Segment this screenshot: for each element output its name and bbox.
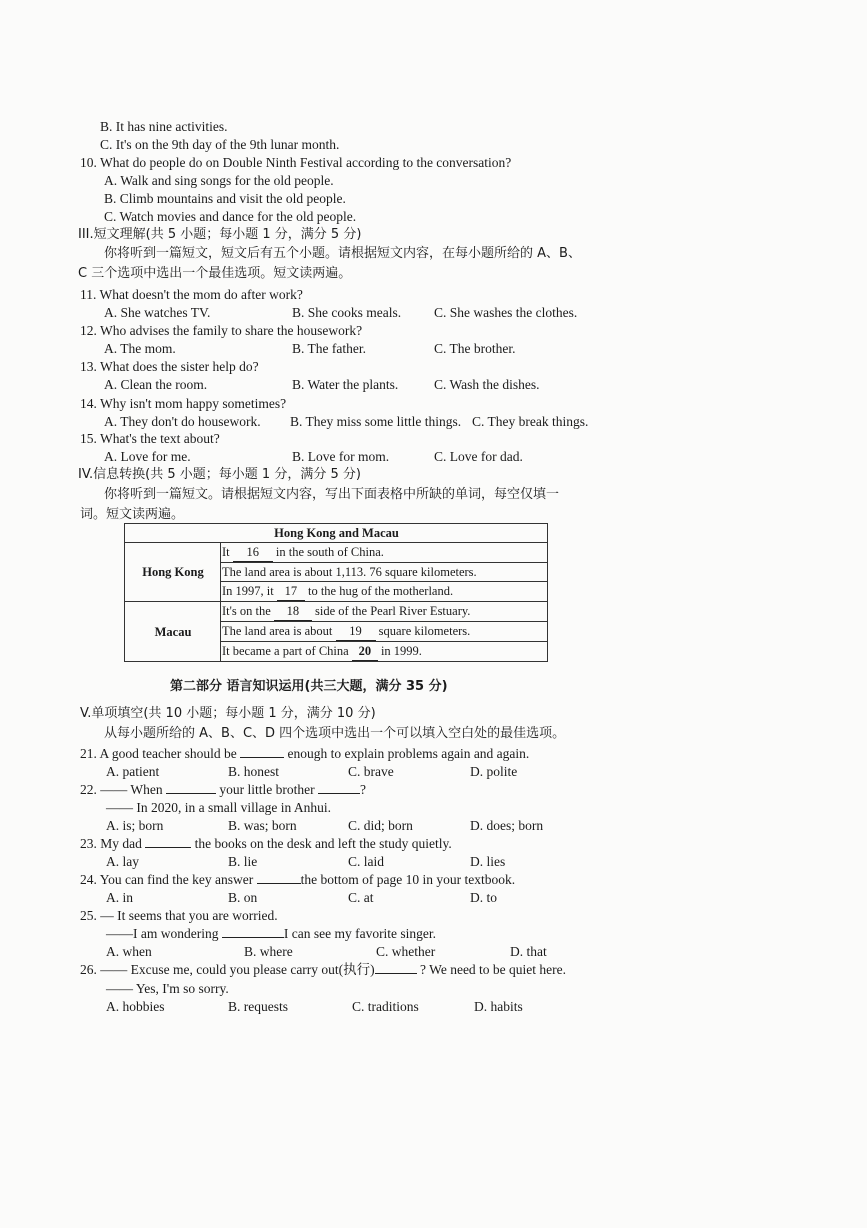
q22-line-1-mid: your little brother — [219, 782, 315, 797]
row5-text-post: square kilometers. — [378, 624, 471, 638]
table-row-6 — [221, 642, 548, 662]
q24-option-b: B. on — [228, 890, 258, 905]
q22-blank-2 — [318, 793, 360, 794]
q11-option-b: B. She cooks meals. — [292, 305, 402, 320]
q14-option-a: A. They don't do housework. — [104, 414, 261, 429]
q23-option-b: B. lie — [228, 854, 258, 869]
q26-line-2: —— Yes, I'm so sorry. — [106, 981, 229, 996]
row1-text-post: in the south of China. — [275, 545, 384, 559]
q10-option-b: B. Climb mountains and visit the old people. — [104, 191, 346, 206]
row1-text-pre: It — [222, 545, 230, 559]
q15-option-a: A. Love for me. — [104, 449, 191, 464]
q22-option-c: C. did; born — [348, 818, 413, 833]
q21-option-a: A. patient — [106, 764, 160, 779]
q12-stem: 12. Who advises the family to share the housework? — [80, 323, 363, 338]
q23-blank — [145, 847, 191, 848]
q21-stem — [80, 746, 529, 762]
section4-instruction-1: 你将听到一篇短文。请根据短文内容，写出下面表格中所缺的单词，每空仅填一 — [104, 487, 560, 502]
q22-line-1 — [80, 782, 366, 798]
q25-line-2-post: I can see my favorite singer. — [283, 926, 437, 941]
q24-option-a: A. in — [106, 890, 133, 905]
table-row-1 — [221, 543, 548, 563]
q10-option-c: C. Watch movies and dance for the old people. — [104, 209, 357, 224]
q21-blank — [240, 757, 284, 758]
blank-17: 17 — [277, 582, 305, 601]
row5-text-pre: The land area is about — [222, 624, 333, 638]
section3-instruction-1: 你将听到一篇短文，短文后有五个小题。请根据短文内容，在每小题所给的 A、B、 — [104, 246, 581, 261]
q23-stem-pre: 23. My dad — [80, 836, 142, 851]
table-row-2: The land area is about 1,113. 76 square kilometers. — [221, 563, 548, 582]
section4-instruction-2: 词。短文读两遍。 — [80, 507, 185, 522]
q11-stem: 11. What doesn't the mom do after work? — [80, 287, 303, 302]
info-table — [124, 523, 548, 662]
q15-option-c: C. Love for dad. — [434, 449, 523, 464]
section3-instruction-2: C 三个选项中选出一个最佳选项。短文读两遍。 — [78, 266, 352, 281]
q26-option-d: D. habits — [474, 999, 523, 1014]
q22-line-2: —— In 2020, in a small village in Anhui. — [106, 800, 331, 815]
q24-blank — [257, 883, 301, 884]
q21-option-b: B. honest — [228, 764, 280, 779]
q26-option-a: A. hobbies — [106, 999, 165, 1014]
section5-title: V.单项填空(共 10 小题；每小题 1 分，满分 10 分) — [80, 706, 376, 721]
q23-option-c: C. laid — [348, 854, 384, 869]
q23-stem — [80, 836, 452, 852]
q23-option-a: A. lay — [106, 854, 139, 869]
q13-option-a: A. Clean the room. — [104, 377, 208, 392]
table-row-3 — [221, 582, 548, 602]
q26-blank — [375, 973, 417, 974]
q25-line-2-pre: ——I am wondering — [106, 926, 219, 941]
q24-option-d: D. to — [470, 890, 497, 905]
q25-blank — [222, 937, 284, 938]
q12-option-c: C. The brother. — [434, 341, 516, 356]
q24-stem-post: the bottom of page 10 in your textbook. — [300, 872, 516, 887]
table-title: Hong Kong and Macau — [125, 524, 548, 543]
blank-20: 20 — [352, 642, 378, 661]
q22-option-b: B. was; born — [228, 818, 297, 833]
q22-blank-1 — [166, 793, 216, 794]
q25-option-d: D. that — [510, 944, 547, 959]
section3-title: III.短文理解(共 5 小题；每小题 1 分，满分 5 分) — [78, 227, 362, 242]
section4-title: IV.信息转换(共 5 小题；每小题 1 分，满分 5 分) — [78, 467, 361, 482]
q26-line-1-pre: 26. —— Excuse me, could you please carry out(执行) — [80, 962, 375, 977]
q11-option-a: A. She watches TV. — [104, 305, 211, 320]
q25-option-b: B. where — [244, 944, 293, 959]
q25-option-c: C. whether — [376, 944, 436, 959]
q15-option-b: B. Love for mom. — [292, 449, 390, 464]
hong-kong-label: Hong Kong — [125, 543, 221, 602]
q26-option-c: C. traditions — [352, 999, 419, 1014]
blank-18: 18 — [274, 602, 312, 621]
table-row-5 — [221, 622, 548, 642]
q26-line-1-post: ? We need to be quiet here. — [420, 962, 567, 977]
q12-option-a: A. The mom. — [104, 341, 176, 356]
q15-stem: 15. What's the text about? — [80, 431, 220, 446]
part2-title: 第二部分 语言知识运用(共三大题，满分 35 分) — [170, 679, 448, 694]
section5-instruction: 从每小题所给的 A、B、C、D 四个选项中选出一个可以填入空白处的最佳选项。 — [104, 726, 566, 741]
q21-option-d: D. polite — [470, 764, 518, 779]
q22-line-1-pre: 22. —— When — [80, 782, 163, 797]
q13-option-c: C. Wash the dishes. — [434, 377, 540, 392]
row3-text-pre: In 1997, it — [222, 584, 274, 598]
q21-stem-pre: 21. A good teacher should be — [80, 746, 237, 761]
q14-stem: 14. Why isn't mom happy sometimes? — [80, 396, 287, 411]
q26-line-1 — [80, 962, 566, 978]
q11-option-c: C. She washes the clothes. — [434, 305, 578, 320]
q14-option-b: B. They miss some little things. — [290, 414, 462, 429]
row6-text-pre: It became a part of China — [222, 644, 349, 658]
q25-option-a: A. when — [106, 944, 152, 959]
q22-line-1-post: ? — [359, 782, 366, 797]
row3-text-post: to the hug of the motherland. — [307, 584, 454, 598]
q26-option-b: B. requests — [228, 999, 288, 1014]
q10-stem: 10. What do people do on Double Ninth Festival according to the conversation? — [80, 155, 512, 170]
q10-option-a: A. Walk and sing songs for the old people. — [104, 173, 334, 188]
q25-line-1: 25. — It seems that you are worried. — [80, 908, 278, 923]
q21-stem-post: enough to explain problems again and again. — [287, 746, 530, 761]
q21-option-c: C. brave — [348, 764, 394, 779]
table-row-4 — [221, 602, 548, 622]
q13-stem: 13. What does the sister help do? — [80, 359, 259, 374]
q13-option-b: B. Water the plants. — [292, 377, 399, 392]
q25-line-2 — [106, 926, 436, 942]
row4-text-post: side of the Pearl River Estuary. — [315, 604, 471, 618]
q12-option-b: B. The father. — [292, 341, 366, 356]
macau-label: Macau — [125, 602, 221, 662]
q23-option-d: D. lies — [470, 854, 506, 869]
q22-option-d: D. does; born — [470, 818, 544, 833]
q24-stem-pre: 24. You can find the key answer — [80, 872, 254, 887]
blank-16: 16 — [233, 543, 273, 562]
q24-option-c: C. at — [348, 890, 374, 905]
row4-text-pre: It's on the — [222, 604, 271, 618]
q22-option-a: A. is; born — [106, 818, 164, 833]
q24-stem — [80, 872, 515, 888]
q14-option-c: C. They break things. — [472, 414, 589, 429]
row6-text-post: in 1999. — [380, 644, 422, 658]
q9-option-c: C. It's on the 9th day of the 9th lunar month. — [100, 137, 340, 152]
q9-option-b: B. It has nine activities. — [100, 119, 228, 134]
blank-19: 19 — [336, 622, 376, 641]
q23-stem-post: the books on the desk and left the study quietly. — [194, 836, 452, 851]
